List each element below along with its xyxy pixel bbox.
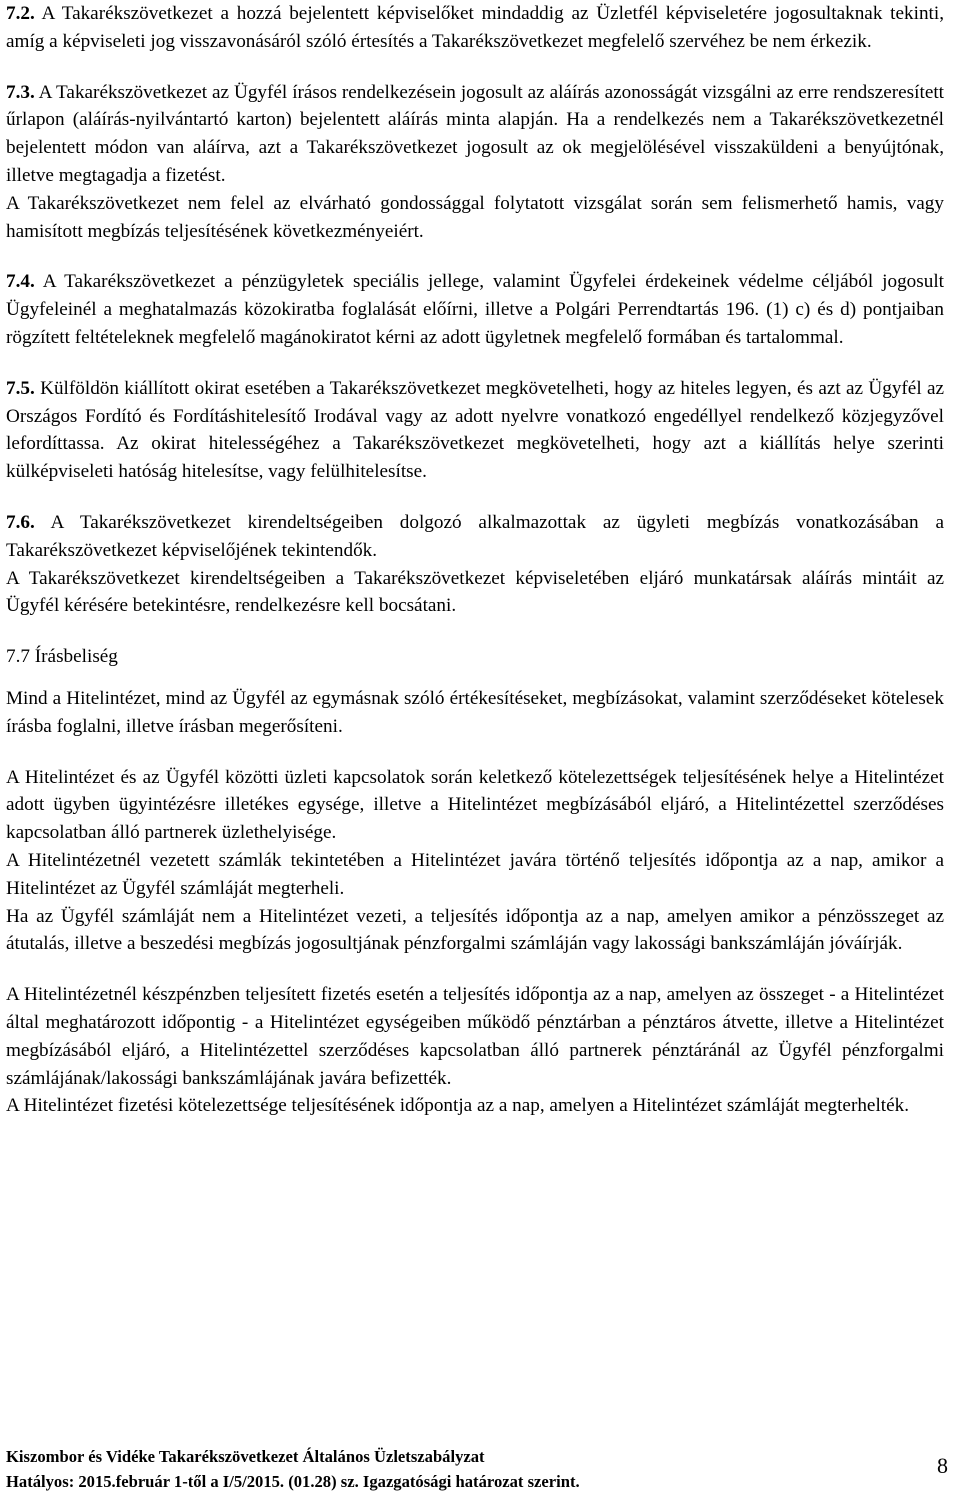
page-footer — [6, 1444, 952, 1494]
section-text: Külföldön kiállított okirat esetében a Takarékszövetkezet megkövetelheti, hogy az hiteles legyen, és azt az Ügyfél az Országos Fordító és Fordításhitelesítő Irodával vagy az adott nyelvre vonatkozó engedéllyel rendelkező közjegyzővel lefordíttassa. Az okirat hitelességéhez a Takarékszövetkezet megkövetelheti, hogy azt a kiállítás helye szerinti külképviseleti hatóság hitelesítse, vagy felülhitelesítse. — [6, 377, 944, 483]
section-7-7-paragraph: A Hitelintézetnél vezetett számlák tekintetében a Hitelintézet javára történő teljesítés időpontja az a nap, amikor a Hitelintézet az Ügyfél számláját megterheli. — [6, 849, 944, 899]
footer-effective-date: Hatályos: 2015.február 1-től a I/5/2015. (01.28) sz. Igazgatósági határozat szerint. — [6, 1472, 580, 1491]
section-text: A Takarékszövetkezet a pénzügyletek speciális jellege, valamint Ügyfelei érdekeinek védelme céljából jogosult Ügyfeleinél a meghatalmazás közokiratba foglalását előírni, illetve a Polgári Perrendtartás 196. (1) c) és d) pontjaiban rögzített feltételeknek megfelelő magánokiratot kérni az adott ügyletnek megfelelő formában és tartalommal. — [6, 271, 944, 348]
section-7-7-paragraph: A Hitelintézet és az Ügyfél közötti üzleti kapcsolatok során keletkező kötelezettségek teljesítésének helye a Hitelintézet adott ügyben ügyintézésre illetékes egysége, illetve a Hitelintézet megbízásából eljáró, a Hitelintézettel szerződéses kapcsolatban álló partnerek üzlethelyisége. — [6, 766, 944, 844]
document-page — [6, 0, 944, 1120]
section-7-3 — [6, 79, 944, 190]
section-7-7-paragraph: Mind a Hitelintézet, mind az Ügyfél az egymásnak szóló értékesítéseket, megbízásokat, valamint szerződéseket kötelesek írásba foglalni, illetve írásban megerősíteni. — [6, 687, 944, 737]
section-text: A Takarékszövetkezet a hozzá bejelentett képviselőket mindaddig az Üzletfél képviseletére jogosultaknak tekinti, amíg a képviseleti jog visszavonásáról szóló értesítés a Takarékszövetkezet megfelelő szervéhez be nem érkezik. — [6, 3, 944, 52]
section-7-7-heading: 7.7 Írásbeliség — [6, 646, 118, 668]
section-7-2 — [6, 0, 944, 56]
footer-document-title: Kiszombor és Vidéke Takarékszövetkezet Általános Üzletszabályzat — [6, 1447, 485, 1466]
page-number: 8 — [937, 1453, 948, 1478]
section-number: 7.5. — [6, 377, 35, 399]
section-text: A Takarékszövetkezet az Ügyfél írásos rendelkezésein jogosult az aláírás azonosságát vizsgálni az erre rendszeresített űrlapon (aláírás-nyilvántartó karton) bejelentett aláírás minta alapján. Ha a rendelkezés nem a Takarékszövetkezetnél bejelentett módon van aláírva, azt a Takarékszövetkezet jogosult az ok megjelölésével visszaküldeni a benyújtónak, illetve megtagadja a fizetést. — [6, 81, 944, 186]
section-number: 7.3. — [6, 81, 35, 103]
section-text: A Takarékszövetkezet kirendeltségeiben dolgozó alkalmazottak az ügyleti megbízás vonatkozásában a Takarékszövetkezet képviselőjének tekintendők. — [6, 511, 944, 561]
section-number: 7.4. — [6, 271, 35, 293]
section-number: 7.2. — [6, 3, 35, 24]
section-7-7-paragraph: Ha az Ügyfél számláját nem a Hitelintézet vezeti, a teljesítés időpontja az a nap, amelyen amikor a pénzösszeget az átutalás, illetve a beszedési megbízás jogosultjának pénzforgalmi számláján vagy lakossági bankszámláján jóváírják. — [6, 905, 944, 955]
section-7-7-paragraph: A Hitelintézetnél készpénzben teljesített fizetés esetén a teljesítés időpontja az a nap, amelyen az összeget - a Hitelintézet által meghatározott időpontig - a Hitelintézet egységeiben működő pénztárban a pénztáros átvette, illetve a Hitelintézet megbízásából eljáró, a Hitelintézettel szerződéses kapcsolatban álló partnerek pénztáránál az Ügyfél pénzforgalmi számlájának/lakossági bankszámlájának javára befizették. — [6, 984, 944, 1089]
section-7-4 — [6, 268, 944, 351]
section-7-5 — [6, 375, 944, 486]
section-number: 7.6. — [6, 511, 35, 533]
section-7-6 — [6, 509, 944, 565]
section-7-6-continued: A Takarékszövetkezet kirendeltségeiben a Takarékszövetkezet képviseletében eljáró munkatársak aláírás mintáit az Ügyfél kérésére betekintésre, rendelkezésre kell bocsátani. — [6, 567, 944, 617]
section-7-3-continued: A Takarékszövetkezet nem felel az elvárható gondossággal folytatott vizsgálat során sem felismerhető hamis, vagy hamisított megbízás teljesítésének következményeiért. — [6, 192, 944, 242]
section-7-7-paragraph: A Hitelintézet fizetési kötelezettsége teljesítésének időpontja az a nap, amelyen a Hitelintézet számláját megterhelték. — [6, 1095, 910, 1117]
